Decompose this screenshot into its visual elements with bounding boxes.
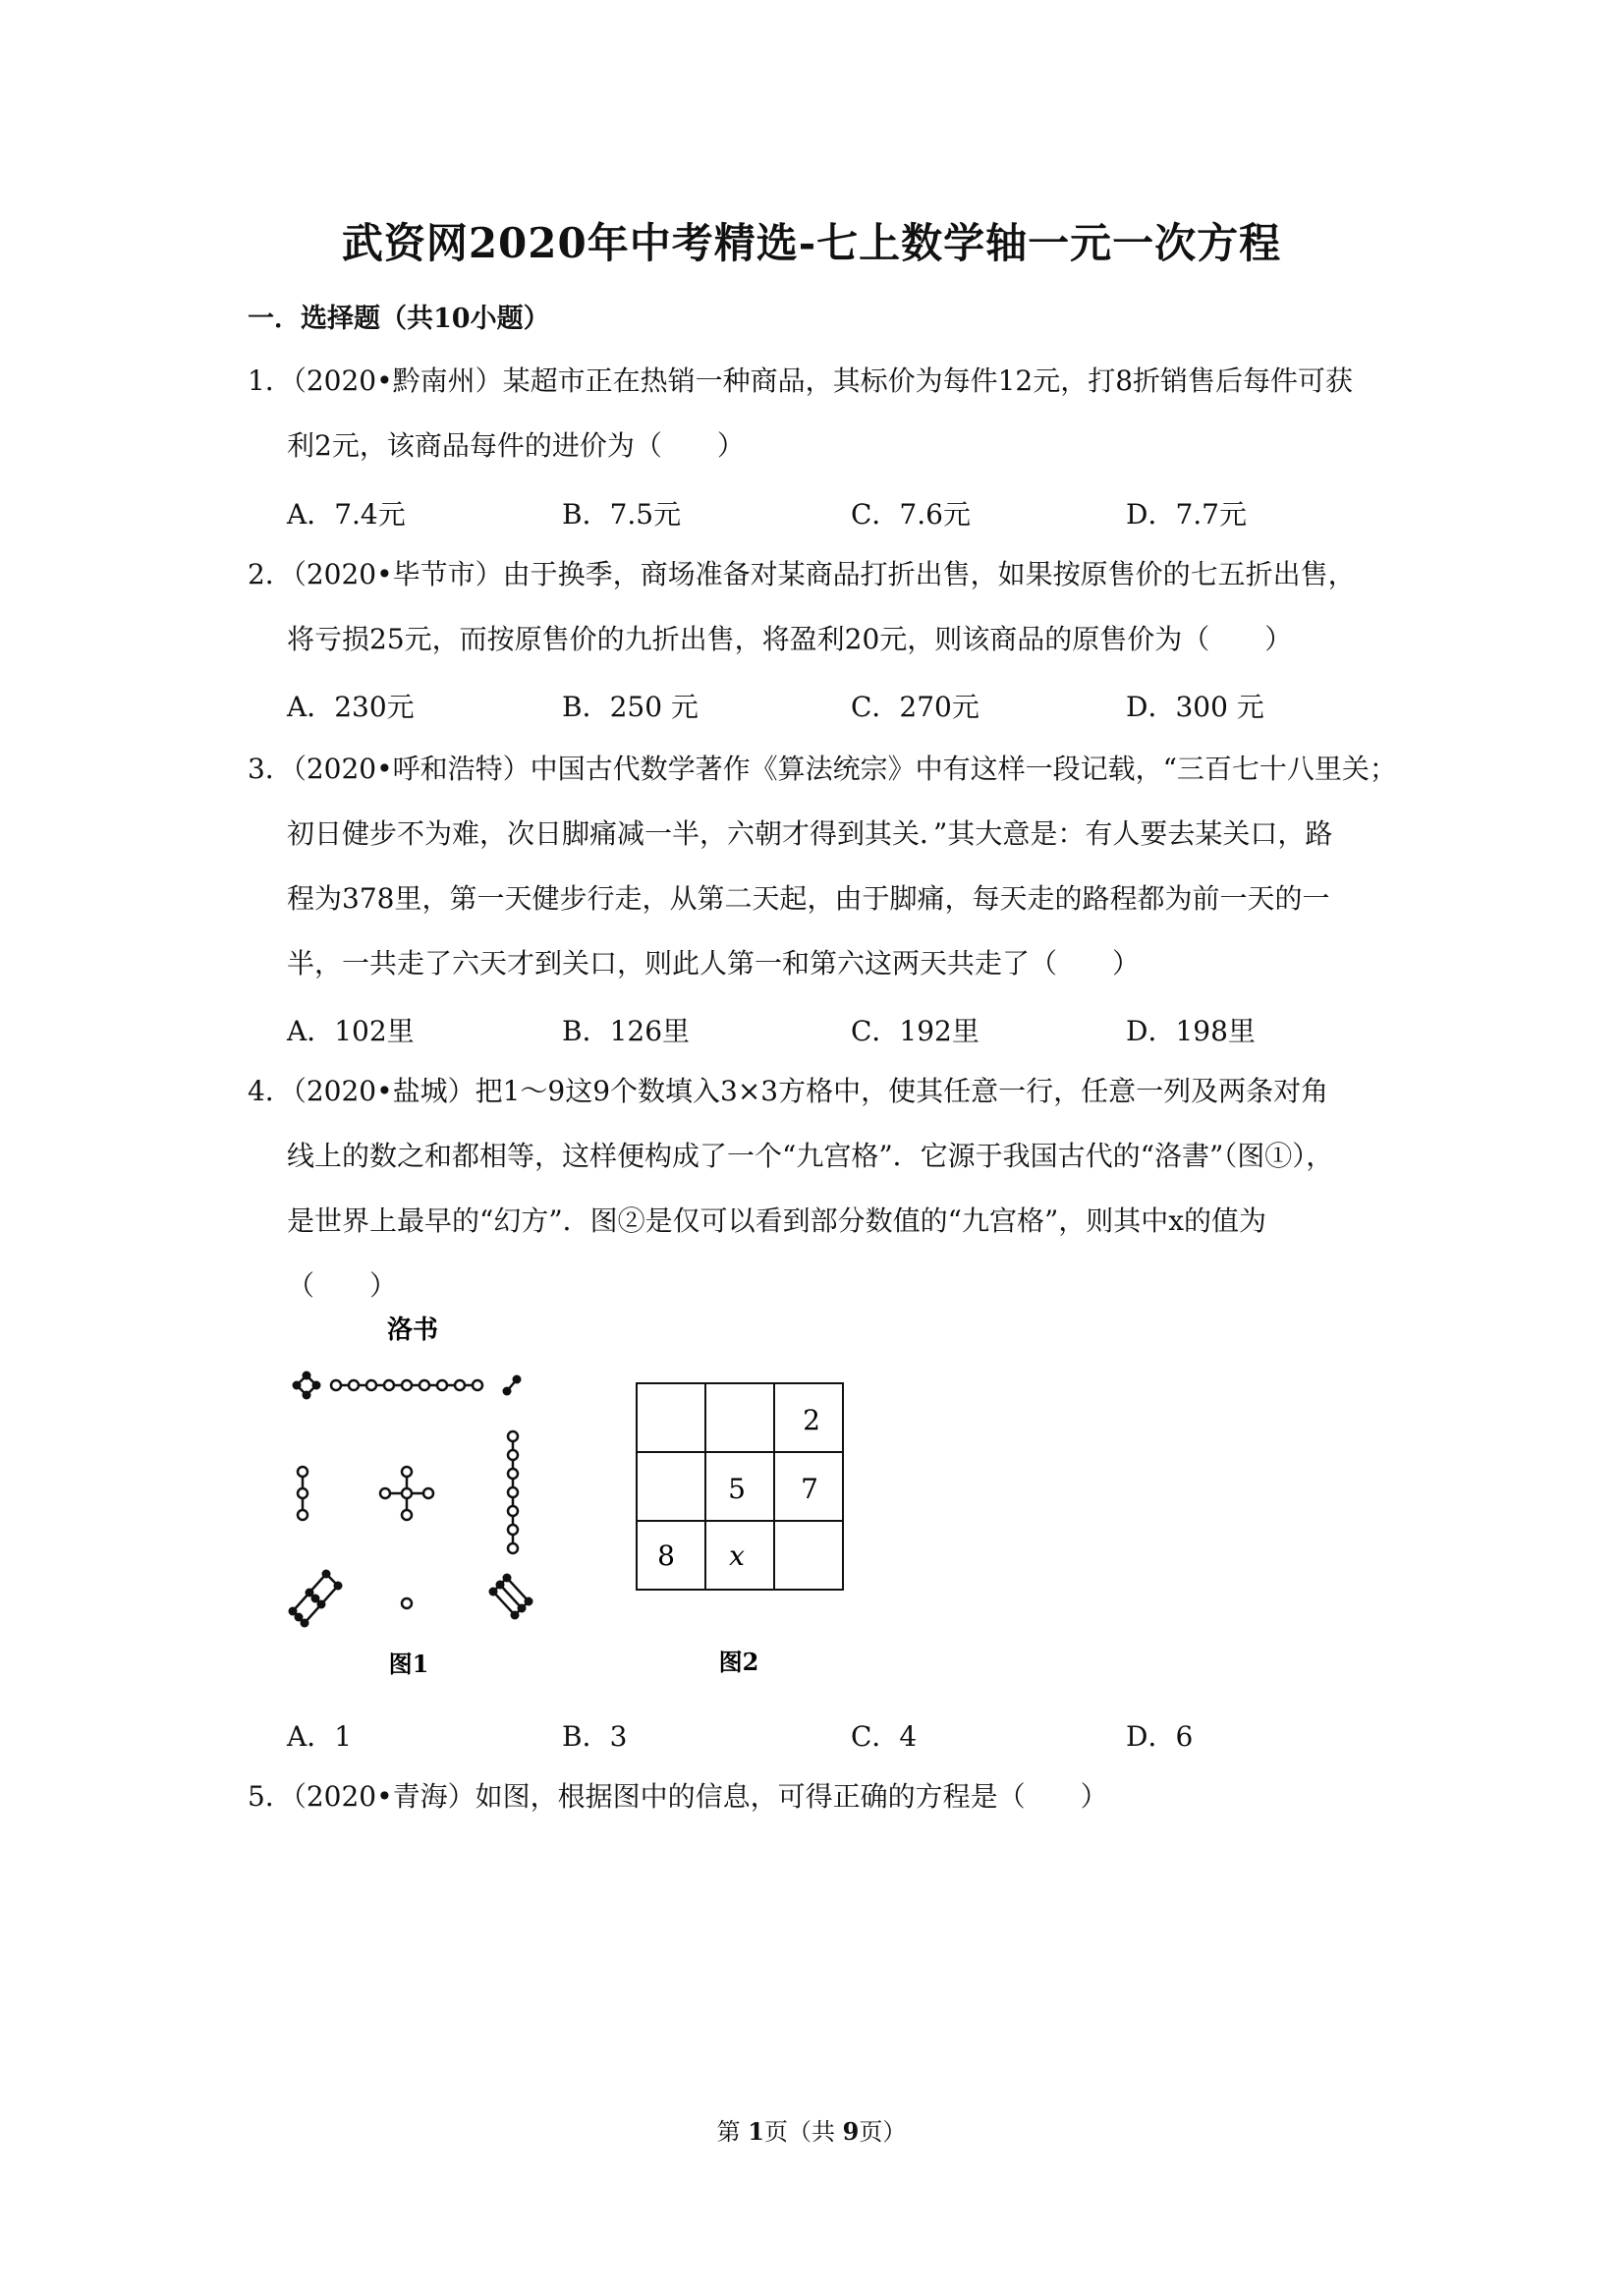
footer-prefix: 第 <box>716 2118 749 2146</box>
grid-cell: 8 <box>657 1540 675 1572</box>
grid-cell: 5 <box>728 1473 746 1505</box>
dot-group-9-top <box>331 1380 482 1390</box>
option-c: C．7.6元 <box>851 498 971 531</box>
figure-1-caption: 图1 <box>388 1650 429 1678</box>
option-d: D．7.7元 <box>1126 498 1247 531</box>
question-line: 4．（2020•盐城）把1～9这9个数填入3×3方格中，使其任意一行，任意一列及两条对角 <box>248 1075 1329 1107</box>
question-line: 半，一共走了六天才到关口，则此人第一和第六这两天共走了（ ） <box>287 947 1141 980</box>
question-line: 1．（2020•黔南州）某超市正在热销一种商品，其标价为每件12元，打8折销售后每件可获 <box>248 364 1354 397</box>
grid-cell: 7 <box>801 1473 818 1505</box>
question-line: 线上的数之和都相等，这样便构成了一个“九宫格”．它源于我国古代的“洛書”（图①）， <box>287 1140 1334 1172</box>
question-line: 初日健步不为难，次日脚痛减一半，六朝才得到其关．”其大意是：有人要去某关口，路 <box>287 817 1333 850</box>
option-d: D．198里 <box>1126 1015 1256 1047</box>
dot-group-3 <box>298 1467 308 1520</box>
option-a: A．7.4元 <box>287 498 406 531</box>
footer-suffix: 页） <box>859 2118 907 2146</box>
question-line: 将亏损25元，而按原售价的九折出售，将盈利20元，则该商品的原售价为（ ） <box>287 623 1293 655</box>
figure-luoshu <box>275 1307 550 1690</box>
grid-cell: 2 <box>803 1404 820 1436</box>
option-b: B．3 <box>562 1720 628 1753</box>
option-c: C．270元 <box>851 691 979 723</box>
figure-magic-square <box>629 1375 865 1700</box>
figure-1-heading: 洛书 <box>386 1316 439 1345</box>
option-d: D．6 <box>1126 1720 1194 1753</box>
page-number: 1 <box>748 2117 764 2146</box>
option-b: B．250 元 <box>562 691 699 723</box>
option-c: C．4 <box>851 1720 918 1753</box>
option-a: A．102里 <box>287 1015 415 1047</box>
option-d: D．300 元 <box>1126 691 1264 723</box>
question-line: （ ） <box>287 1269 398 1302</box>
question-line: 是世界上最早的“幻方”．图②是仅可以看到部分数值的“九宫格”，则其中x的值为 <box>287 1204 1267 1237</box>
grid-cell: x <box>729 1540 745 1572</box>
dot-group-7 <box>508 1431 518 1553</box>
footer-middle: 页（共 <box>764 2118 843 2146</box>
option-c: C．192里 <box>851 1015 979 1047</box>
page-footer <box>0 2112 1623 2147</box>
option-a: A．230元 <box>287 691 415 723</box>
option-a: A．1 <box>287 1720 353 1753</box>
question-line: 5．（2020•青海）如图，根据图中的信息，可得正确的方程是（ ） <box>248 1780 1108 1813</box>
option-b: B．126里 <box>562 1015 691 1047</box>
figure-2-caption: 图2 <box>718 1648 759 1676</box>
question-line: 利2元，该商品每件的进价为（ ） <box>287 429 745 462</box>
section-heading: 一．选择题（共10小题） <box>248 304 550 334</box>
dot-group-5 <box>380 1467 433 1520</box>
dot-group-1 <box>402 1598 412 1608</box>
document-title: 武资网2020年中考精选-七上数学轴一元一次方程 <box>341 219 1282 267</box>
question-line: 2．（2020•毕节市）由于换季，商场准备对某商品打折出售，如果按原售价的七五折出售， <box>248 558 1356 590</box>
question-line: 程为378里，第一天健步行走，从第二天起，由于脚痛，每天走的路程都为前一天的一 <box>287 882 1330 915</box>
option-b: B．7.5元 <box>562 498 682 531</box>
question-line: 3．（2020•呼和浩特）中国古代数学著作《算法统宗》中有这样一段记载，“三百七十八里关； <box>248 753 1397 785</box>
page-total: 9 <box>842 2117 860 2146</box>
